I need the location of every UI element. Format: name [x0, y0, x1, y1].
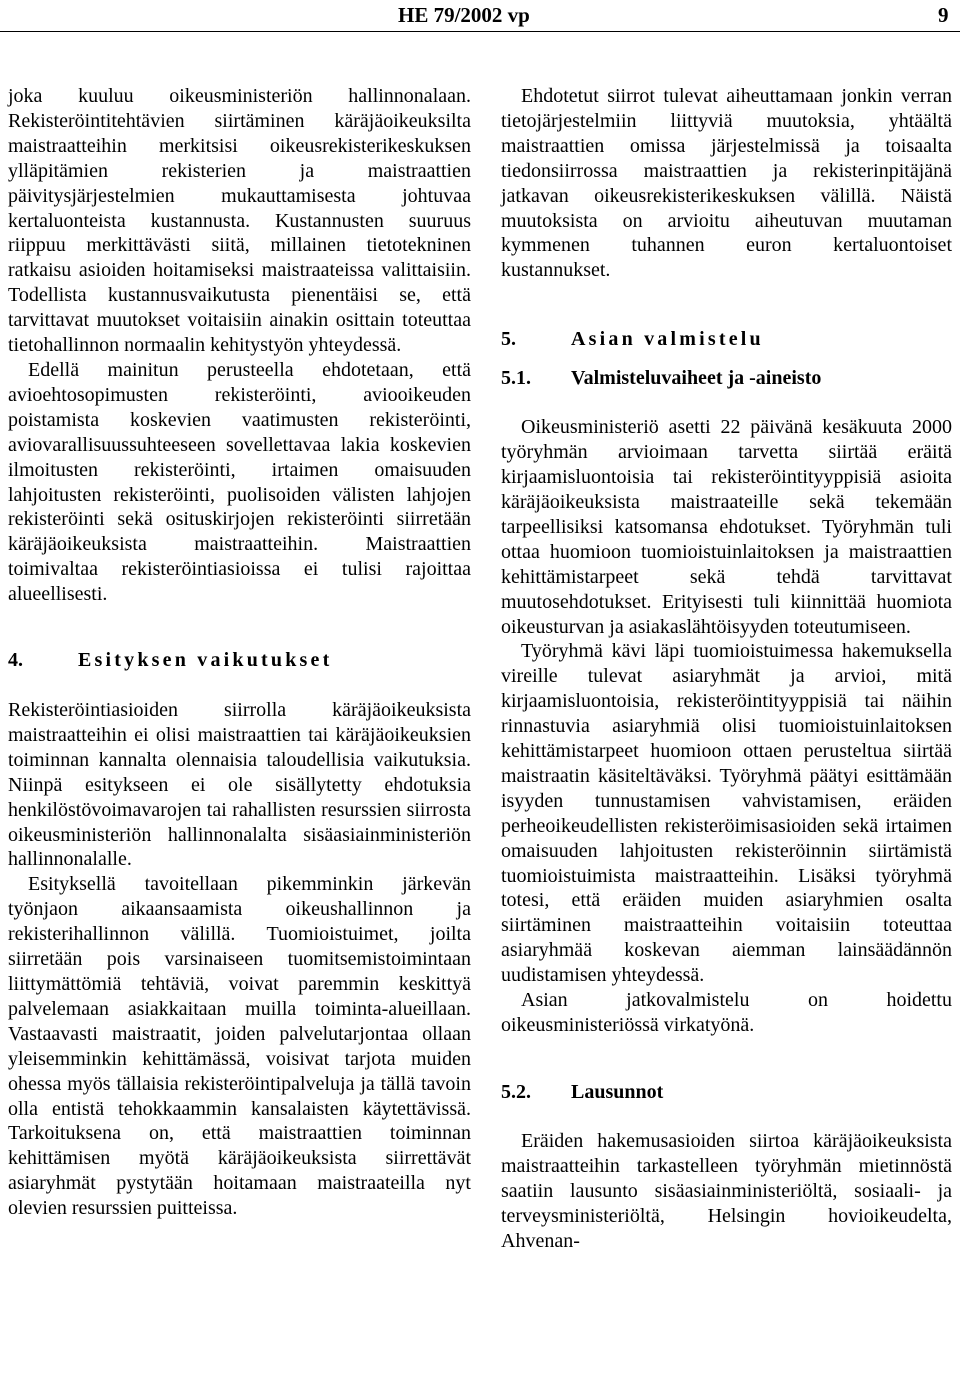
paragraph-review: Työryhmä kävi läpi tuomioistuimessa hakemuksella vireille tulevat asiaryhmät ja arvioi, mitä kirjaamisluontoisia, rekisteröintityyppisiä tai näihin rinnastuvia asiaryhmiä olisi tuomioistuinlaitoksen kehittämistarpeet huomioon ottaen perusteltua siirtää maistraatin käsiteltäväksi. Työryhmä päätyi esittämään isyyden tunnustamisen vahvistamisen, eräiden perheoikeudellisten rekisteröimisasioiden sekä irtaimen omaisuuden lahjoitusten rekisteröinnin siirtämistä tuomioistuimista maistraatteihin. Lisäksi työryhmä totesi, että eräiden muiden asiaryhmien osalta siirtäminen maistraatteihin voitaisiin toteuttaa asiaryhmää koskevan aiemman lainsäädännön uudistamisen yhteydessä.	[501, 640, 952, 987]
subsection-heading-5-1	[501, 366, 952, 391]
section-number: 4.	[8, 649, 23, 672]
paragraph-cost-impact: joka kuuluu oikeusministeriön hallinnonalaan. Rekisteröintitehtävien siirtäminen käräjäoikeuksilta maistraatteihin merkitsisi oikeusrekisterikeskuksen ylläpitämien rekisterien ja maistraattien päivitysjärjestelmien mukauttamisesta johtuvaa kertaluonteista kustannusta. Kustannusten suuruus riippuu merkittävästi siitä, millainen tietotekninen ratkaisu asioiden hoitamiseksi maistraateissa valittaisiin. Todellista kustannusvaikutusta pienentäisi se, että tarvittavat muutokset voitaisiin ainakin osittain toteuttaa tietohallinnon normaalin kehitystyön yhteydessä.	[8, 85, 471, 357]
paragraph-further-preparation: Asian jatkovalmistelu on hoidettu oikeusministeriössä virkatyönä.	[501, 989, 952, 1036]
section-heading-4	[8, 648, 471, 673]
document-identifier: HE 79/2002 vp	[398, 3, 530, 27]
paragraph-system-changes: Ehdotetut siirrot tulevat aiheuttamaan jonkin verran tietojärjestelmiin liittyviä muutoksia, yhtäältä maistraattien omissa järjestelmissä ja toisaalta tiedonsiirrossa maistraattien ja rekisterinpitäjänä jatkavan oikeusrekisterikeskuksen välillä. Näistä muutoksista on arvioitu aiheutuvan muutaman kymmenen tuhannen euron kertaluontoiset kustannukset.	[501, 85, 952, 282]
subsection-number: 5.1.	[501, 367, 531, 390]
paragraph-statements: Eräiden hakemusasioiden siirtoa käräjäoikeuksista maistraatteihin tarkastelleen työryhmän mietinnöstä saatiin lausunto sisäasiainministeriöltä, sosiaali- ja terveysministeriöltä, Helsingin hovioikeudelta, Ahvenan-	[501, 1129, 952, 1252]
paragraph-effects: Rekisteröintiasioiden siirrolla käräjäoikeuksista maistraatteihin ei olisi maistraattien tai käräjäoikeuksien toiminnan kannalta olennaisia taloudellisia vaikutuksia. Niinpä esitykseen ei ole sisällytetty ehdotuksia henkilöstövoimavarojen tai rahallisten resurssien siirrosta oikeusministeriön hallinnonalalta sisäasiainministeriön hallinnonalalle.	[8, 699, 471, 871]
page-header	[0, 0, 960, 34]
paragraph-proposal: Edellä mainitun perusteella ehdotetaan, että avioehtosopimusten rekisteröinti, aviooikeuden poistamista koskevien vaatimusten rekisteröinti, aviovarallisuussuhteeseen sovellettavaa lakia koskevien ilmoitusten rekisteröinti, irtaimen omaisuuden lahjoitusten rekisteröinti, puolisoiden välisten lahjojen rekisteröinti sekä osituskirjojen rekisteröinti siirretään käräjäoikeuksista maistraatteihin. Maistraattien toimivaltaa rekisteröintiasioissa ei tulisi rajoittaa alueellisesti.	[8, 358, 471, 606]
section-title: Asian valmistelu	[571, 328, 764, 351]
subsection-title: Valmisteluvaiheet ja -aineisto	[571, 367, 822, 390]
section-title: Esityksen vaikutukset	[78, 649, 333, 672]
left-column	[8, 84, 471, 1221]
section-number: 5.	[501, 328, 516, 351]
right-column	[501, 84, 952, 1253]
subsection-title: Lausunnot	[571, 1080, 664, 1103]
subsection-heading-5-2	[501, 1080, 952, 1105]
subsection-number: 5.2.	[501, 1080, 531, 1103]
section-heading-5	[501, 327, 952, 352]
paragraph-objectives: Esityksellä tavoitellaan pikemminkin järkevän työnjaon aikaansaamista oikeushallinnon ja rekisterihallinnon välillä. Tuomioistuimet, joilta siirretään pois varsinaiseen tuomitsemistoimintaan liittymättömiä tehtäviä, voivat paremmin keskittyä palvelemaan asiakkaitaan muilla toiminta-alueillaan. Vastaavasti maistraatit, joiden palvelutarjontaa ollaan yleisemminkin kehittämässä, voisivat tarjota muiden ohessa myös tällaisia rekisteröintipalveluja ja tällä tavoin olla entistä tehokkaammin kansalaisten käytettävissä. Tarkoituksena on, että maistraattien toiminnan kehittämisen myötä käräjäoikeuksista siirrettävät asiaryhmät pystytään hoitamaan maistraateilla nyt olevien resurssien puitteissa.	[8, 873, 471, 1220]
page-number: 9	[938, 3, 949, 27]
header-rule	[0, 31, 960, 32]
paragraph-working-group: Oikeusministeriö asetti 22 päivänä kesäkuuta 2000 työryhmän arvioimaan tarvetta siirtää eräitä kirjaamisluontoisia tai rekisteröintityyppisiä asioita käräjäoikeuksista maistraateille sekä tekemään tarpeellisiksi katsomansa ehdotukset. Työryhmän tuli ottaa huomioon tuomioistuinlaitoksen ja maistraattien kehittämistarpeet sekä tehdä tarvittavat muutosehdotukset. Erityisesti tuli kiinnittää huomiota oikeusturvan ja asiakaslähtöisyyden toteutumiseen.	[501, 416, 952, 638]
